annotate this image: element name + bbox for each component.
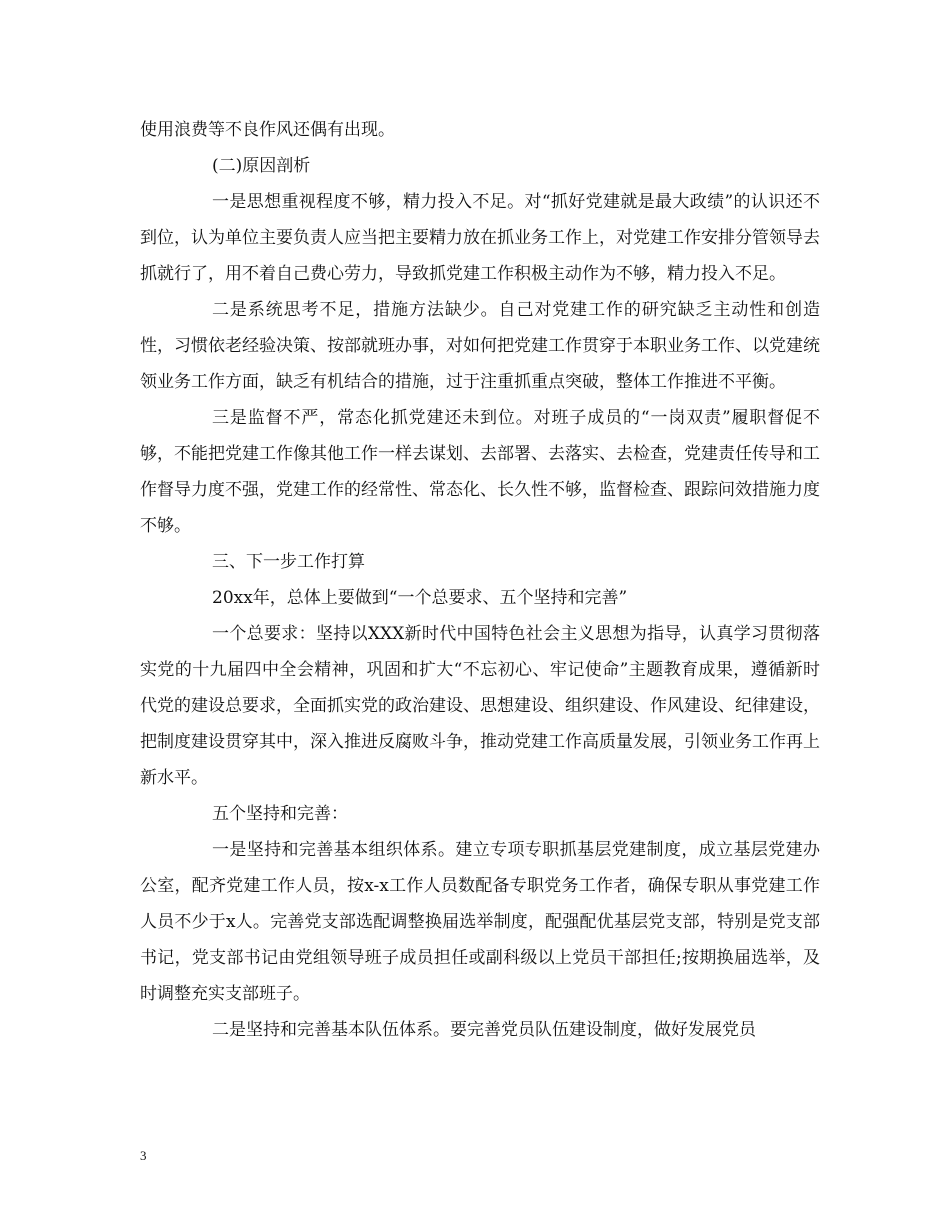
- page-number: 3: [140, 1148, 147, 1163]
- document-body: [140, 112, 820, 1048]
- paragraph-10: 一是坚持和完善基本组织体系。建立专项专职抓基层党建制度，成立基层党建办公室，配齐党建工作人员，按x-x工作人员数配备专职党务工作者，确保专职从事党建工作人员不少于x人。完善党支部选配调整换届选举制度，配强配优基层党支部，特别是党支部书记，党支部书记由党组领导班子成员担任或副科级以上党员干部担任;按期换届选举，及时调整充实支部班子。: [140, 840, 820, 1004]
- paragraph-7: 20xx年，总体上要做到“一个总要求、五个坚持和完善”: [212, 588, 628, 608]
- paragraph-5: 三是监督不严，常态化抓党建还未到位。对班子成员的“一岗双责”履职督促不够，不能把党建工作像其他工作一样去谋划、去部署、去落实、去检查，党建责任传导和工作督导力度不强，党建工作的经常性、常态化、长久性不够，监督检查、跟踪问效措施力度不够。: [140, 408, 820, 536]
- paragraph-8: 一个总要求：坚持以XXX新时代中国特色社会主义思想为指导，认真学习贯彻落实党的十九届四中全会精神，巩固和扩大“不忘初心、牢记使命”主题教育成果，遵循新时代党的建设总要求，全面抓实党的政治建设、思想建设、组织建设、作风建设、纪律建设，把制度建设贯穿其中，深入推进反腐败斗争，推动党建工作高质量发展，引领业务工作再上新水平。: [140, 624, 820, 788]
- section-heading-cause-analysis: (二)原因剖析: [212, 156, 311, 176]
- paragraph-1: 使用浪费等不良作风还偶有出现。: [140, 120, 395, 140]
- paragraph-9: 五个坚持和完善：: [212, 804, 348, 824]
- paragraph-11: 二是坚持和完善基本队伍体系。要完善党员队伍建设制度，做好发展党员: [212, 1020, 756, 1040]
- paragraph-3: 一是思想重视程度不够，精力投入不足。对“抓好党建就是最大政绩”的认识还不到位，认为单位主要负责人应当把主要精力放在抓业务工作上，对党建工作安排分管领导去抓就行了，用不着自己费心劳力，导致抓党建工作积极主动作为不够，精力投入不足。: [140, 192, 820, 284]
- section-heading-next-steps: 三、下一步工作打算: [212, 552, 365, 572]
- paragraph-4: 二是系统思考不足，措施方法缺少。自己对党建工作的研究缺乏主动性和创造性，习惯依老经验决策、按部就班办事，对如何把党建工作贯穿于本职业务工作、以党建统领业务工作方面，缺乏有机结合的措施，过于注重抓重点突破，整体工作推进不平衡。: [140, 300, 820, 392]
